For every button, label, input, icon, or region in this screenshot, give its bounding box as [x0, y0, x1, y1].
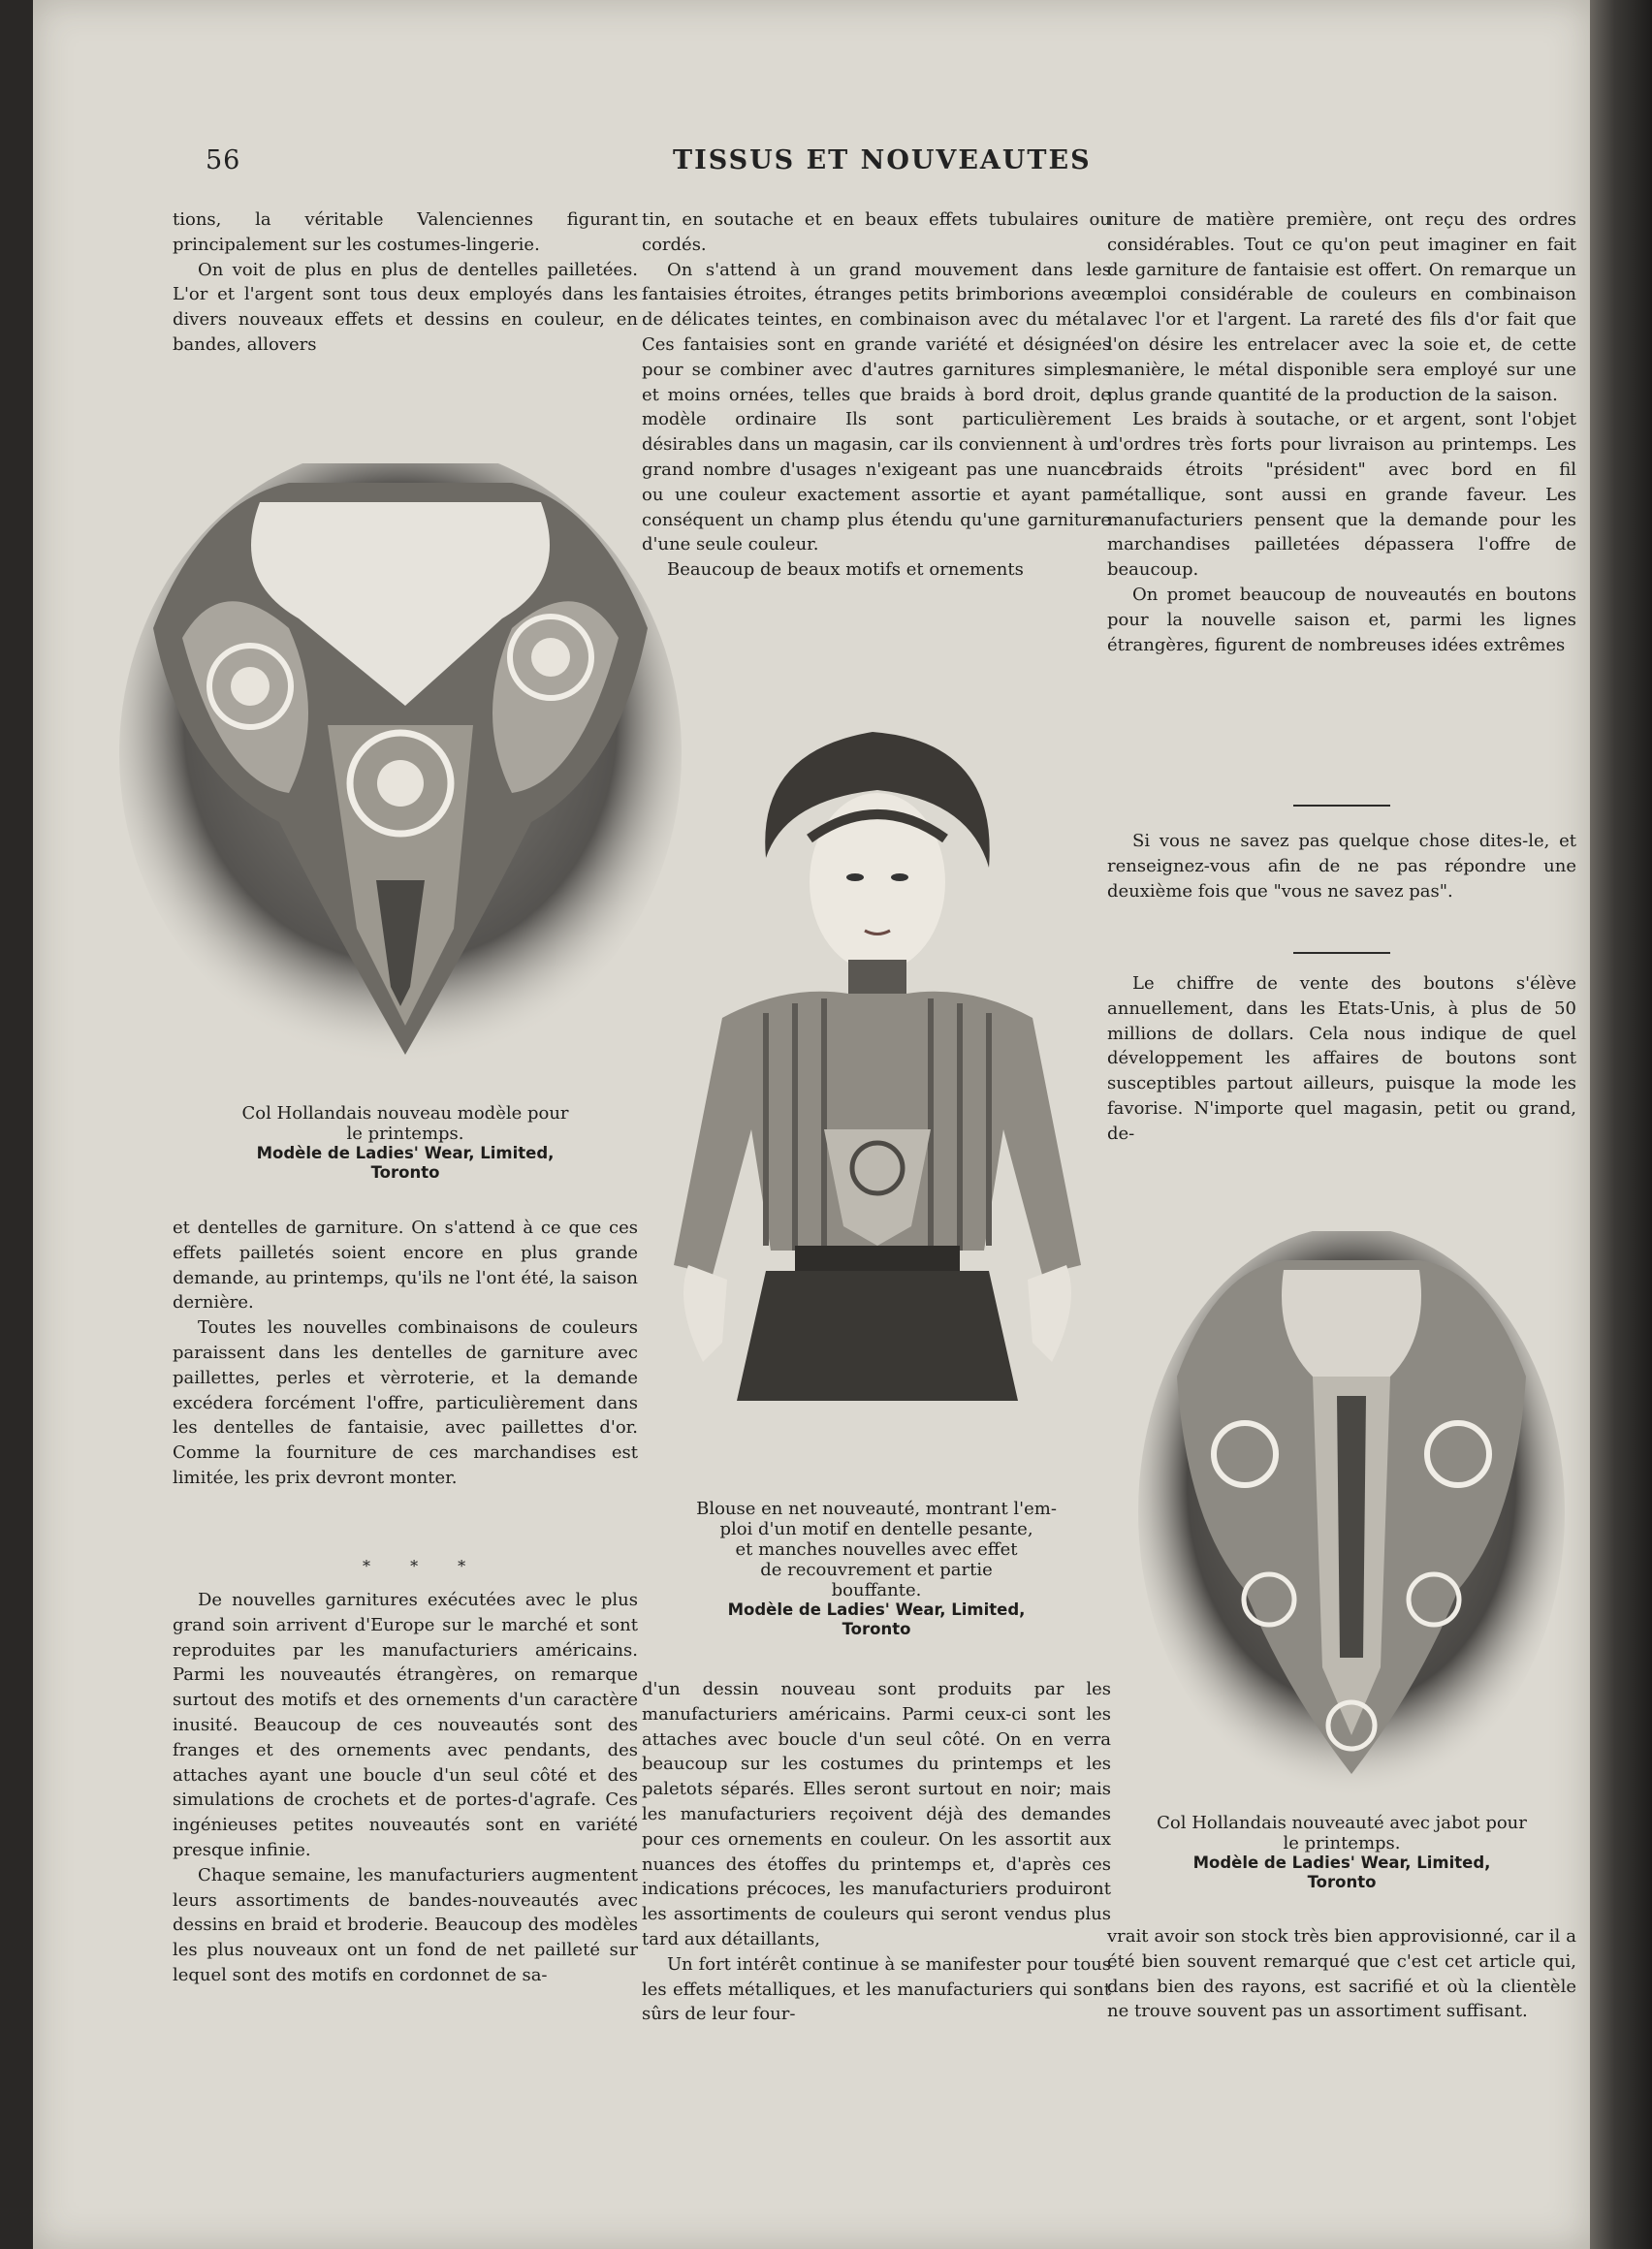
divider-rule	[1293, 952, 1390, 954]
paragraph: Chaque semaine, les manufacturiers augmentent leurs assortiments de bandes-nouveautés avec dessins en braid et broderie. Beaucoup des modèles les plus nouveaux ont un fond de net pailleté sur lequel sont des motifs en cordonnet de sa-	[173, 1864, 638, 1985]
caption-line: et manches nouvelles avec effet	[735, 1539, 1018, 1560]
caption-credit: Modèle de Ladies' Wear, Limited,	[256, 1144, 555, 1162]
column-3-middle	[1107, 971, 1576, 1147]
column-1-top	[173, 207, 638, 358]
column-2-top	[642, 207, 1111, 583]
caption-line: Col Hollandais nouveauté avec jabot pour	[1157, 1813, 1527, 1833]
caption-credit: Toronto	[1307, 1873, 1377, 1891]
paragraph: et dentelles de garniture. On s'attend à ce que ces effets pailletés soient encore en plus grande demande, au printemps, qu'ils ne l'ont été, la saison dernière.	[173, 1218, 638, 1314]
figure-2-caption	[673, 1499, 1080, 1639]
book-spine-edge	[1590, 0, 1652, 2249]
column-3-top	[1107, 207, 1576, 657]
paragraph: On promet beaucoup de nouveautés en boutons pour la nouvelle saison et, parmi les lignes étrangères, figurent de nombreuses idées extrêmes	[1107, 584, 1576, 655]
caption-line: bouffante.	[831, 1580, 922, 1600]
page-number: 56	[206, 145, 241, 175]
jabot-collar-illustration	[1138, 1231, 1565, 1803]
column-3-notice	[1107, 829, 1576, 903]
figure-3-caption	[1107, 1813, 1576, 1892]
section-separator: * * *	[363, 1557, 484, 1575]
column-2-bottom	[642, 1677, 1111, 2027]
paragraph: Un fort intérêt continue à se manifester pour tous les effets métalliques, et les manufacturiers qui sont sûrs de leur four-	[642, 1953, 1111, 2025]
paragraph: tin, en soutache et en beaux effets tubulaires ou cordés.	[642, 209, 1111, 255]
paragraph: On s'attend à un grand mouvement dans les fantaisies étroites, étranges petits brimborions avec de délicates teintes, en combinaison avec du métal. Ces fantaisies sont en grande variété et désignées pour se combiner avec d'autres garnitures simples et moins ornées, telles que braids à bord droit, de modèle ordinaire Ils sont particulièrement désirables dans un magasin, car ils conviennent à un grand nombre d'usages n'exigeant pas une nuance ou une couleur exactement assortie et ayant par conséquent un champ plus étendu qu'une garniture d'une seule couleur.	[642, 259, 1111, 555]
paragraph: tions, la véritable Valenciennes figurant principalement sur les costumes-lingerie.	[173, 209, 638, 255]
paragraph: vrait avoir son stock très bien approvisionné, car il a été bien souvent remarqué que c'est cet article qui, dans bien des rayons, est sacrifié et où la clientèle ne trouve souvent pas un assortiment suffisant.	[1107, 1926, 1576, 2022]
paragraph: Si vous ne savez pas quelque chose dites-le, et renseignez-vous afin de ne pas répondre une deuxième fois que "vous ne savez pas".	[1107, 831, 1576, 902]
lace-collar-illustration	[114, 463, 686, 1084]
caption-line: le printemps.	[346, 1124, 464, 1144]
paragraph: De nouvelles garnitures exécutées avec le plus grand soin arrivent d'Europe sur le marché et sont reproduites par les manufacturiers américains. Parmi les nouveautés étrangères, on remarque surtout des motifs et des ornements d'un caractère inusité. Beaucoup de ces nouveautés sont des franges et des ornements avec pendants, des attaches ayant une boucle d'un seul côté et des simulations de crochets et de portes-d'agrafe. Ces ingénieuses petites nouveautés sont en variété presque infinie.	[173, 1590, 638, 1860]
caption-credit: Modèle de Ladies' Wear, Limited,	[1192, 1853, 1491, 1872]
paragraph: Toutes les nouvelles combinaisons de couleurs paraissent dans les dentelles de garniture avec paillettes, perles et vèrroterie, et la demande excédera forcément l'offre, particulièrement dans les dentelles de fantaisie, avec paillettes d'or. Comme la fourniture de ces marchandises est limitée, les prix devront monter.	[173, 1317, 638, 1488]
divider-rule	[1293, 805, 1390, 807]
figure-1-caption	[173, 1103, 638, 1183]
caption-line: ploi d'un motif en dentelle pesante,	[719, 1519, 1033, 1539]
paragraph: On voit de plus en plus de dentelles pailletées. L'or et l'argent sont tous deux employés dans les divers nouveaux effets et dessins en couleur, en bandes, allovers	[173, 259, 638, 355]
column-3-bottom	[1107, 1924, 1576, 2024]
column-1-bottom	[173, 1216, 638, 1491]
caption-credit: Toronto	[370, 1163, 440, 1182]
magazine-page	[33, 0, 1590, 2249]
caption-credit: Modèle de Ladies' Wear, Limited,	[727, 1600, 1026, 1619]
running-title: TISSUS ET NOUVEAUTES	[673, 145, 1092, 175]
paragraph: Les braids à soutache, or et argent, sont l'objet d'ordres très forts pour livraison au printemps. Les braids étroits "président" avec bord en fil métallique, sont aussi en grande faveur. Les manufacturiers pensent que la demande pour les marchandises pailletées dépassera l'offre de beaucoup.	[1107, 409, 1576, 581]
blouse-model-illustration	[650, 722, 1105, 1493]
paragraph: niture de matière première, ont reçu des ordres considérables. Tout ce qu'on peut imaginer en fait de garniture de fantaisie est offert. On remarque un emploi considérable de couleurs en combinaison avec l'or et l'argent. La rareté des fils d'or fait que l'on désire les entrelacer avec la soie et, de cette manière, le métal disponible sera employé sur une plus grande quantité de la production de la saison.	[1107, 209, 1576, 405]
column-1-lower	[173, 1588, 638, 1988]
paragraph: Le chiffre de vente des boutons s'élève annuellement, dans les Etats-Unis, à plus de 50 millions de dollars. Cela nous indique de quel développement les affaires de boutons sont susceptibles partout ailleurs, puisque la mode les favorise. N'importe quel magasin, petit ou grand, de-	[1107, 973, 1576, 1144]
paragraph: d'un dessin nouveau sont produits par les manufacturiers américains. Parmi ceux-ci sont les attaches avec boucle d'un seul côté. On en verra beaucoup sur les costumes du printemps et les paletots séparés. Elles seront surtout en noir; mais les manufacturiers reçoivent déjà des demandes pour ces ornements en couleur. On les assortit aux nuances des étoffes du printemps et, d'après ces indications précoces, les manufacturiers produiront les assortiments de couleurs qui seront vendus plus tard aux détaillants,	[642, 1679, 1111, 1949]
caption-line: le printemps.	[1283, 1833, 1401, 1853]
caption-credit: Toronto	[842, 1620, 911, 1638]
caption-line: de recouvrement et partie	[760, 1560, 993, 1580]
caption-line: Blouse en net nouveauté, montrant l'em-	[696, 1499, 1057, 1519]
caption-line: Col Hollandais nouveau modèle pour	[241, 1103, 569, 1124]
paragraph: Beaucoup de beaux motifs et ornements	[667, 559, 1024, 581]
